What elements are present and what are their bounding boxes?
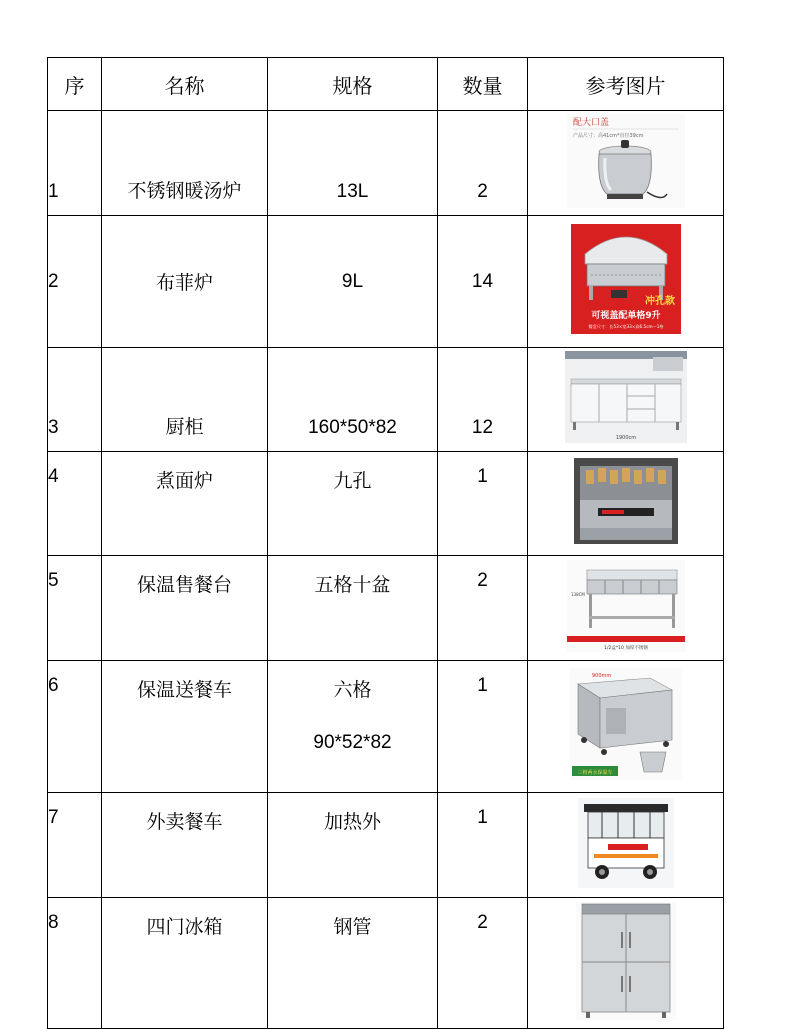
header-qty: 数量 — [438, 58, 528, 111]
image-caption: 1/2盒*10 加厚不锈钢 — [603, 645, 648, 651]
row-image-cell — [528, 556, 724, 661]
row-image-cell — [528, 111, 724, 216]
row-qty: 2 — [438, 898, 528, 1029]
table-row — [48, 793, 724, 898]
row-seq: 2 — [48, 216, 102, 348]
noodle-cooker-icon — [574, 458, 678, 544]
row-name: 保温送餐车 — [102, 661, 268, 793]
header-spec: 规格 — [268, 58, 438, 111]
row-qty: 1 — [438, 793, 528, 898]
image-caption: 三格两水保温车 — [576, 770, 613, 776]
image-subcaption-2: 餐盘尺寸：长53×宽33×高6.5cm—1格 — [587, 324, 664, 329]
row-seq: 3 — [48, 348, 102, 452]
row-image-cell — [528, 216, 724, 348]
table-row — [48, 556, 724, 661]
table-row — [48, 661, 724, 793]
row-image-cell — [528, 452, 724, 556]
row-image-cell — [528, 661, 724, 793]
table-row — [48, 111, 724, 216]
image-subcaption: 900mm — [591, 673, 611, 679]
insulated-cart-icon — [570, 668, 682, 780]
row-spec: 加热外 — [268, 793, 438, 898]
image-subcaption: 产品尺寸：高41cm*直径39cm — [572, 132, 643, 139]
row-name: 布菲炉 — [102, 216, 268, 348]
kitchen-cabinet-icon — [565, 351, 687, 443]
row-name: 保温售餐台 — [102, 556, 268, 661]
row-seq: 7 — [48, 793, 102, 898]
row-image-cell — [528, 793, 724, 898]
row-seq: 6 — [48, 661, 102, 793]
row-name: 外卖餐车 — [102, 793, 268, 898]
row-qty: 1 — [438, 661, 528, 793]
row-qty: 1 — [438, 452, 528, 556]
row-image-cell — [528, 898, 724, 1029]
four-door-fridge-icon — [576, 902, 676, 1020]
chafing-dish-icon — [571, 224, 681, 334]
row-name: 煮面炉 — [102, 452, 268, 556]
table-row — [48, 216, 724, 348]
header-name: 名称 — [102, 58, 268, 111]
row-name: 不锈钢暖汤炉 — [102, 111, 268, 216]
image-caption: 冲孔款 — [644, 296, 675, 307]
row-qty: 2 — [438, 111, 528, 216]
row-spec-cell — [268, 661, 438, 793]
image-caption: 配大口盖 — [572, 117, 609, 128]
image-caption: 1900cm — [615, 435, 636, 441]
row-spec: 九孔 — [268, 452, 438, 556]
header-image: 参考图片 — [528, 58, 724, 111]
row-spec: 六格 — [333, 679, 372, 701]
row-spec: 钢管 — [268, 898, 438, 1029]
row-spec-dimensions: 90*52*82 — [313, 732, 392, 753]
row-spec: 9L — [268, 216, 438, 348]
row-image-cell — [528, 348, 724, 452]
header-row — [48, 58, 724, 111]
soup-warmer-icon — [567, 114, 685, 208]
table-row — [48, 452, 724, 556]
row-spec: 13L — [268, 111, 438, 216]
table-row — [48, 898, 724, 1029]
table-row — [48, 348, 724, 452]
row-seq: 5 — [48, 556, 102, 661]
row-seq: 8 — [48, 898, 102, 1029]
row-spec: 160*50*82 — [268, 348, 438, 452]
row-qty: 12 — [438, 348, 528, 452]
row-name: 四门冰箱 — [102, 898, 268, 1029]
image-subcaption: 可视盖配单格9升 — [590, 311, 661, 321]
row-spec: 五格十盆 — [268, 556, 438, 661]
row-qty: 14 — [438, 216, 528, 348]
row-seq: 1 — [48, 111, 102, 216]
image-subcaption: 138CM — [570, 591, 585, 597]
food-truck-icon — [578, 798, 674, 888]
row-name: 厨柜 — [102, 348, 268, 452]
row-seq: 4 — [48, 452, 102, 556]
row-qty: 2 — [438, 556, 528, 661]
equipment-table — [47, 57, 724, 1029]
food-warmer-counter-icon — [567, 560, 685, 652]
header-seq: 序 — [48, 58, 102, 111]
